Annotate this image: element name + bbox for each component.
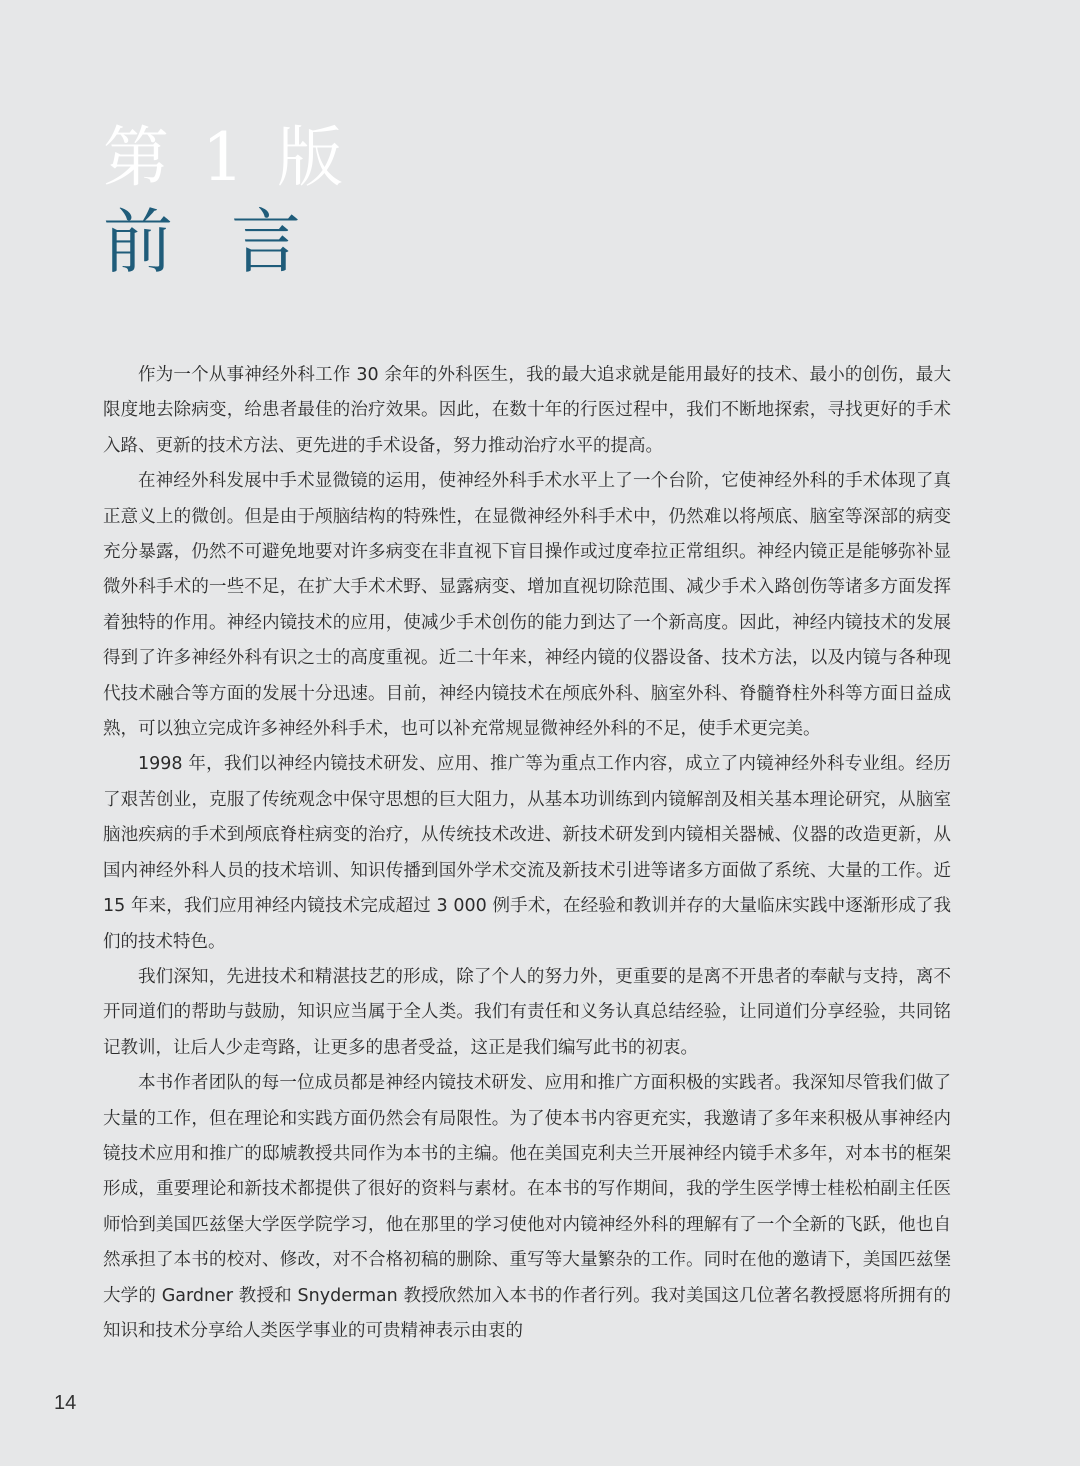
paragraph: 本书作者团队的每一位成员都是神经内镜技术研发、应用和推广方面积极的实践者。我深知尽管我们做了大量的工作，但在理论和实践方面仍然会有局限性。为了使本书内容更充实，我邀请了多年来积极从事神经内镜技术应用和推广的邸虓教授共同作为本书的主编。他在美国克利夫兰开展神经内镜手术多年，对本书的框架形成，重要理论和新技术都提供了很好的资料与素材。在本书的写作期间，我的学生医学博士桂松柏副主任医师恰到美国匹兹堡大学医学院学习，他在那里的学习使他对内镜神经外科的理解有了一个全新的飞跃，他也自然承担了本书的校对、修改，对不合格初稿的删除、重写等大量繁杂的工作。同时在他的邀请下，美国匹兹堡大学的 Gardner 教授和 Snyderman 教授欣然加入本书的作者行列。我对美国这几位著名教授愿将所拥有的知识和技术分享给人类医学事业的可贵精神表示由衷的	[103, 1073, 951, 1341]
edition-heading: 第 1 版	[103, 119, 349, 196]
paragraph: 在神经外科发展中手术显微镜的运用，使神经外科手术水平上了一个台阶，它使神经外科的手术体现了真正意义上的微创。但是由于颅脑结构的特殊性，在显微神经外科手术中，仍然难以将颅底、脑室等深部的病变充分暴露，仍然不可避免地要对许多病变在非直视下盲目操作或过度牵拉正常组织。神经内镜正是能够弥补显微外科手术的一些不足，在扩大手术术野、显露病变、增加直视切除范围、减少手术入路创伤等诸多方面发挥着独特的作用。神经内镜技术的应用，使减少手术创伤的能力到达了一个新高度。因此，神经内镜技术的发展得到了许多神经外科有识之士的高度重视。近二十年来，神经内镜的仪器设备、技术方法，以及内镜与各种现代技术融合等方面的发展十分迅速。目前，神经内镜技术在颅底外科、脑室外科、脊髓脊柱外科等方面日益成熟，可以独立完成许多神经外科手术，也可以补充常规显微神经外科的不足，使手术更完美。	[103, 471, 951, 740]
paragraph: 1998 年，我们以神经内镜技术研发、应用、推广等为重点工作内容，成立了内镜神经外科专业组。经历了艰苦创业，克服了传统观念中保守思想的巨大阻力，从基本功训练到内镜解剖及相关基本理论研究，从脑室脑池疾病的手术到颅底脊柱病变的治疗，从传统技术改进、新技术研发到内镜相关器械、仪器的改造更新，从国内神经外科人员的技术培训、知识传播到国外学术交流及新技术引进等诸多方面做了系统、大量的工作。近 15 年来，我们应用神经内镜技术完成超过 3 000 例手术，在经验和教训并存的大量临床实践中逐渐形成了我们的技术特色。	[103, 754, 951, 952]
body-text	[103, 358, 951, 1349]
paragraph: 我们深知，先进技术和精湛技艺的形成，除了个人的努力外，更重要的是离不开患者的奉献与支持，离不开同道们的帮助与鼓励，知识应当属于全人类。我们有责任和义务认真总结经验，让同道们分享经验，共同铭记教训，让后人少走弯路，让更多的患者受益，这正是我们编写此书的初衷。	[103, 966, 951, 1058]
paragraph: 作为一个从事神经外科工作 30 余年的外科医生，我的最大追求就是能用最好的技术、最小的创伤，最大限度地去除病变，给患者最佳的治疗效果。因此，在数十年的行医过程中，我们不断地探索，寻找更好的手术入路、更新的技术方法、更先进的手术设备，努力推动治疗水平的提高。	[103, 365, 951, 456]
page-title: 前言	[103, 201, 359, 283]
page-number: 14	[54, 1392, 77, 1414]
